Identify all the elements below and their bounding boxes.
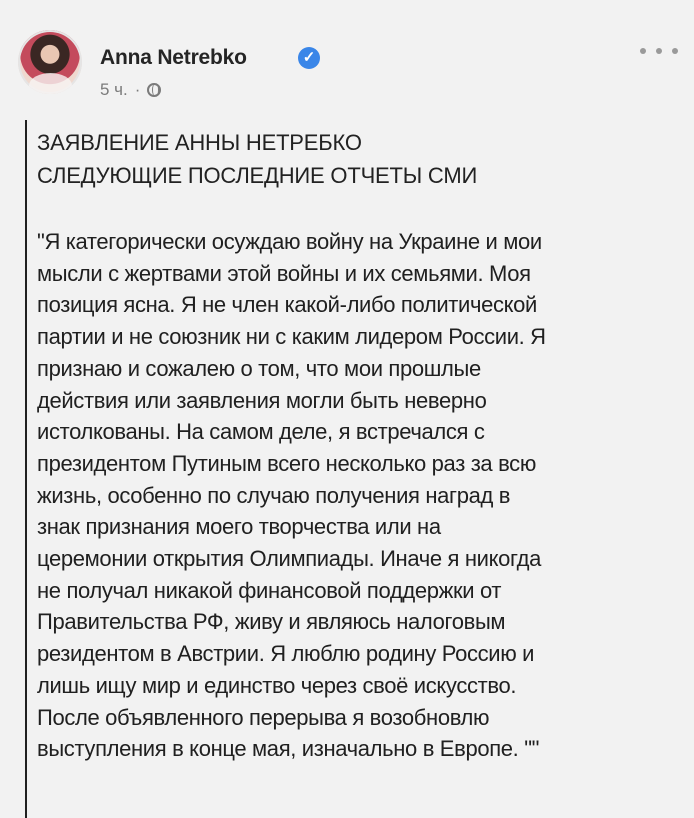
post-heading [37,126,637,192]
heading-line: СЛЕДУЮЩИЕ ПОСЛЕДНИЕ ОТЧЕТЫ СМИ [37,163,478,188]
avatar[interactable] [18,30,82,94]
meta-separator: · [134,80,141,99]
statement-line: позиция ясна. Я не член какой-либо политической [37,292,537,318]
more-dot-icon [640,48,646,54]
statement-line: лишь ищу мир и единство через своё искусство. [37,672,517,698]
statement-line: действия или заявления могли быть неверно [37,387,487,413]
more-options-icon[interactable] [640,42,678,60]
author-name[interactable]: Anna Netrebko [100,46,247,69]
post-header [18,28,678,108]
more-dot-icon [656,48,662,54]
statement-line: истолкованы. На самом деле, я встречался с [37,419,485,445]
statement-line: мысли с жертвами этой войны и их семьями. Моя [37,260,531,286]
statement-line: знак признания моего творчества или на [37,514,441,540]
post-statement [37,226,687,765]
globe-icon[interactable] [147,83,161,97]
statement-line: жизнь, особенно по случаю получения наград в [37,482,511,508]
statement-line: не получал никакой финансовой поддержки от [37,577,502,603]
quote-rule [25,120,27,818]
statement-line: церемонии открытия Олимпиады. Иначе я никогда [37,546,542,572]
statement-line: признаю и сожалею о том, что мои прошлые [37,355,481,381]
verified-badge-icon: ✓ [298,47,320,69]
statement-line: выступления в конце мая, изначально в Европе. "" [37,736,540,762]
statement-line: партии и не союзник ни с каким лидером России. Я [37,324,546,350]
heading-line: ЗАЯВЛЕНИЕ АННЫ НЕТРЕБКО [37,130,362,155]
statement-line: президентом Путиным всего несколько раз за всю [37,450,536,476]
post-time[interactable]: 5 ч. [100,80,128,99]
statement-line: "Я категорически осуждаю войну на Украине и мои [37,229,542,254]
statement-line: резидентом в Австрии. Я люблю родину Россию и [37,641,535,667]
post-meta [100,80,161,100]
statement-line: Правительства РФ, живу и являюсь налоговым [37,609,506,635]
more-dot-icon [672,48,678,54]
statement-line: После объявленного перерыва я возобновлю [37,704,490,730]
